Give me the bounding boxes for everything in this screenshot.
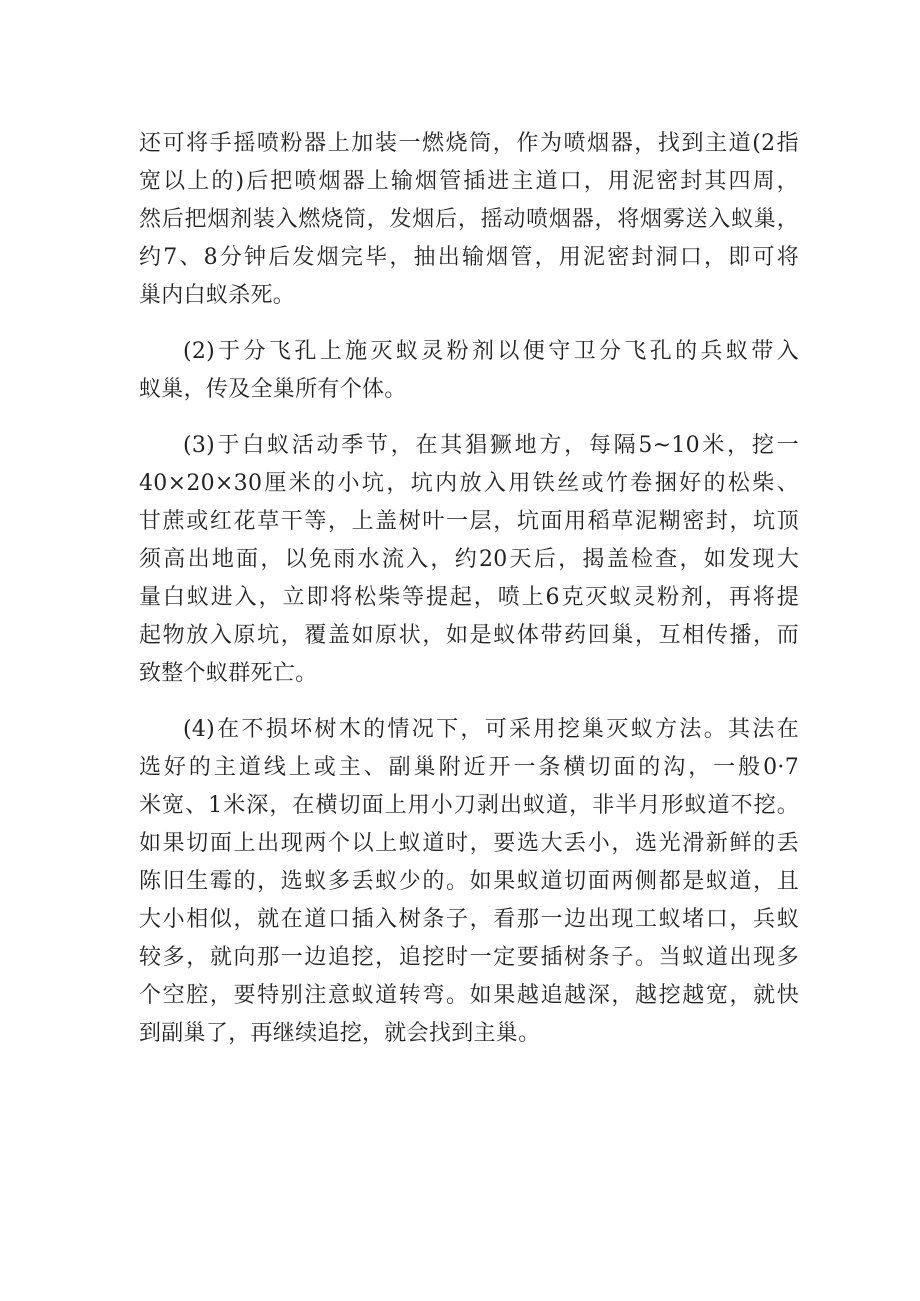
text-line: 40×20×30厘米的小坑，坑内放入用铁丝或竹卷捆好的松柴、 — [139, 471, 799, 496]
text-line: 如果切面上出现两个以上蚁道时，要选大丢小，选光滑新鲜的丢 — [139, 831, 799, 856]
text-line: 陈旧生霉的，选蚁多丢蚁少的。如果蚁道切面两侧都是蚁道，且 — [139, 869, 799, 894]
text-line: 还可将手摇喷粉器上加装一燃烧筒，作为喷烟器，找到主道(2指 — [139, 131, 799, 156]
text-line: 约7、8分钟后发烟完毕，抽出输烟管，用泥密封洞口，即可将 — [139, 245, 799, 270]
text-line: 致整个蚁群死亡。 — [139, 661, 318, 686]
text-line: 量白蚁进入，立即将松柴等提起，喷上6克灭蚁灵粉剂，再将提 — [139, 585, 799, 610]
paragraph-spacer — [139, 693, 799, 711]
text-line: (4)在不损坏树木的情况下，可采用挖巢灭蚁方法。其法在 — [183, 717, 799, 742]
text-line: 个空腔，要特别注意蚁道转弯。如果越追越深，越挖越宽，就快 — [139, 983, 799, 1008]
paragraph-1 — [139, 125, 799, 315]
paragraph-spacer — [139, 409, 799, 427]
text-line: 较多，就向那一边追挖，追挖时一定要插树条子。当蚁道出现多 — [139, 945, 799, 970]
paragraph-2 — [139, 333, 799, 409]
text-line: 到副巢了，再继续追挖，就会找到主巢。 — [139, 1021, 541, 1046]
text-line: (3)于白蚁活动季节，在其猖獗地方，每隔5~10米，挖一 — [183, 433, 799, 458]
text-line: 甘蔗或红花草干等，上盖树叶一层，坑面用稻草泥糊密封，坑顶 — [139, 509, 799, 534]
text-line: 宽以上的)后把喷烟器上输烟管插进主道口，用泥密封其四周， — [139, 169, 799, 194]
text-line: 大小相似，就在道口插入树条子，看那一边出现工蚁堵口，兵蚁 — [139, 907, 799, 932]
text-line: 巢内白蚁杀死。 — [139, 283, 296, 308]
text-line: 米宽、1米深，在横切面上用小刀剥出蚁道，非半月形蚁道不挖。 — [139, 793, 799, 818]
text-line: 然后把烟剂装入燃烧筒，发烟后，摇动喷烟器，将烟雾送入蚁巢， — [139, 207, 799, 232]
text-line: 须高出地面，以免雨水流入，约20天后，揭盖检查，如发现大 — [139, 547, 799, 572]
text-line: 选好的主道线上或主、副巢附近开一条横切面的沟，一般0·7 — [139, 755, 799, 780]
document-body — [139, 125, 799, 1053]
paragraph-3 — [139, 427, 799, 693]
paragraph-spacer — [139, 315, 799, 333]
text-line: 起物放入原坑，覆盖如原状，如是蚁体带药回巢，互相传播，而 — [139, 623, 799, 648]
text-line: 蚁巢，传及全巢所有个体。 — [139, 377, 407, 402]
paragraph-4 — [139, 711, 799, 1053]
text-line: (2)于分飞孔上施灭蚁灵粉剂以便守卫分飞孔的兵蚁带入 — [183, 339, 799, 364]
